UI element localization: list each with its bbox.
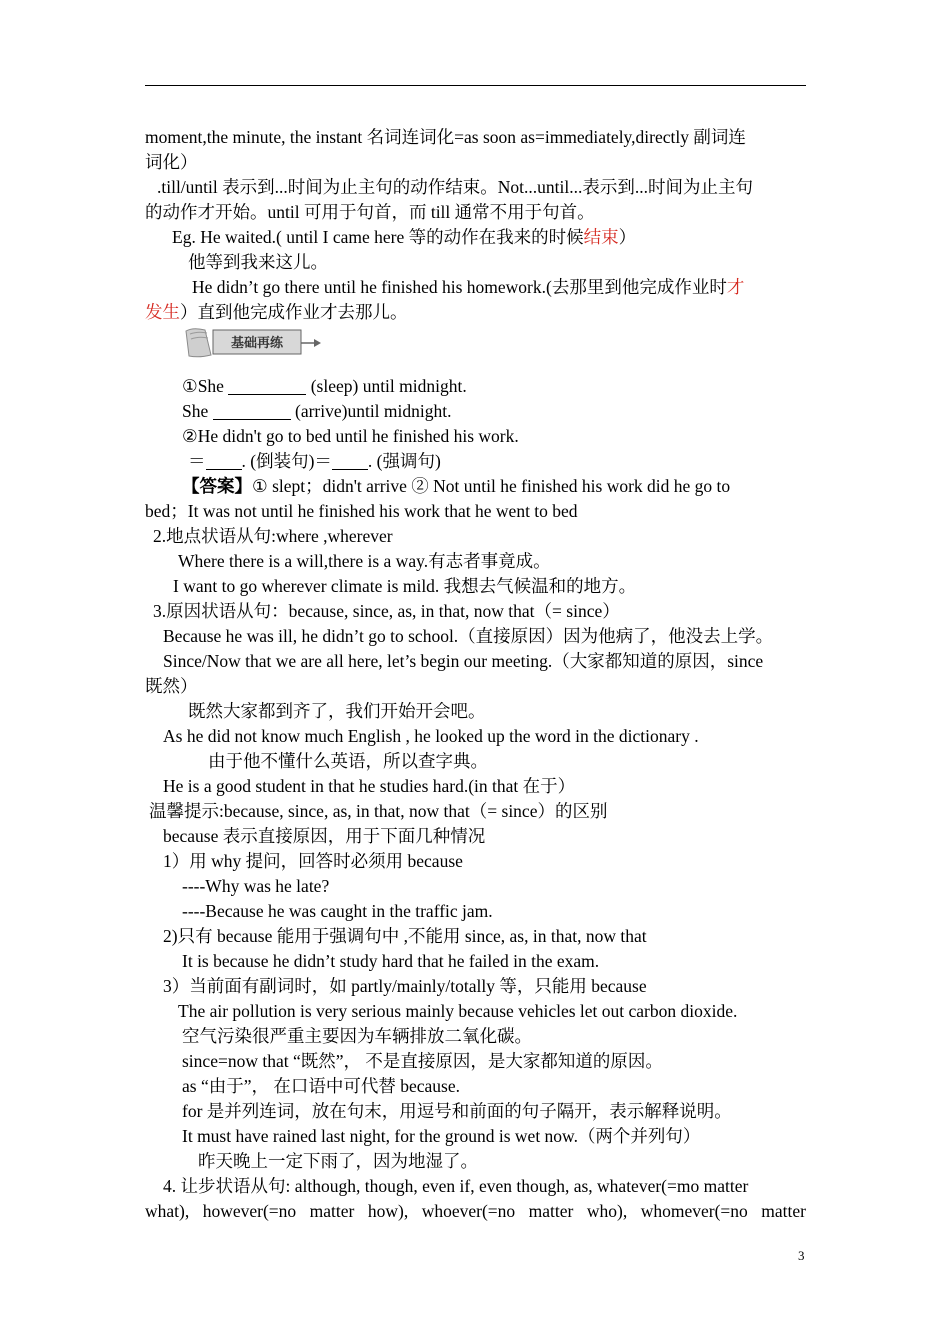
tip-heading: 温馨提示:because, since, as, in that, now that（= since）的区别 (149, 801, 608, 821)
exercise-text: ＝ (188, 451, 206, 471)
example-text: He didn’t go there until he finished his homework.(去那里到他完成作业时 (192, 277, 727, 297)
text-line: .till/until 表示到...时间为止主句的动作结束。Not...until...表示到...时间为止主句 (157, 177, 753, 197)
text-line: as “由于”， 在口语中可代替 because. (182, 1076, 460, 1096)
exercise-q2-rewrite (188, 449, 441, 474)
text-line: 既然） (145, 676, 198, 696)
dialog-line: ----Because he was caught in the traffic jam. (182, 901, 493, 921)
practice-banner-icon (183, 325, 323, 359)
text-line: for 是并列连词，放在句末，用逗号和前面的句子隔开，表示解释说明。 (182, 1101, 732, 1121)
text-line: 3）当前面有副词时，如 partly/mainly/totally 等，只能用 because (163, 976, 647, 996)
text-line: Because he was ill, he didn’t go to school.（直接原因）因为他病了，他没去上学。 (163, 626, 774, 646)
text-line: 2)只有 because 能用于强调句中 ,不能用 since, as, in that, now that (163, 926, 647, 946)
translation-line: 空气污染很严重主要因为车辆排放二氧化碳。 (182, 1026, 532, 1046)
answer-line (182, 474, 730, 499)
answer-blank[interactable] (206, 452, 242, 471)
answer-label: 【答案】 (182, 476, 252, 496)
header-rule (145, 85, 806, 86)
section-heading: 3.原因状语从句：because, since, as, in that, now that（= since） (153, 601, 620, 621)
translation-line: 由于他不懂什么英语，所以查字典。 (208, 751, 488, 771)
translation-line: 昨天晚上一定下雨了，因为地湿了。 (198, 1151, 478, 1171)
dialog-line: ----Why was he late? (182, 876, 330, 896)
example-line (145, 300, 408, 325)
text-line: Where there is a will,there is a way.有志者事竟成。 (178, 551, 551, 571)
answer-line: bed；It was not until he finished his work that he went to bed (145, 501, 578, 521)
example-text: Eg. He waited.( until I came here 等的动作在我来的时候 (172, 227, 584, 247)
text-line: 1）用 why 提问，回答时必须用 because (163, 851, 463, 871)
section-heading: 2.地点状语从句:where ,wherever (153, 526, 393, 546)
example-text: ）直到他完成作业才去那儿。 (180, 302, 408, 322)
section-heading: 4. 让步状语从句: although, though, even if, even though, as, whatever(=mo matter (163, 1176, 749, 1196)
example-text: ） (618, 227, 637, 247)
text-line: moment,the minute, the instant 名词连词化=as soon as=immediately,directly 副词连 (145, 127, 746, 147)
text-line: As he did not know much English , he looked up the word in the dictionary . (163, 726, 699, 746)
exercise-text: (arrive)until midnight. (290, 401, 452, 421)
highlight-text: 发生 (145, 302, 180, 322)
exercise-text: (sleep) until midnight. (306, 376, 467, 396)
example-line (172, 225, 636, 250)
translation-line: 他等到我来这儿。 (188, 252, 328, 272)
text-line: 词化） (145, 152, 198, 172)
text-line: I want to go wherever climate is mild. 我想去气候温和的地方。 (173, 576, 637, 596)
exercise-q2: ②He didn't go to bed until he finished his work. (182, 426, 519, 446)
translation-line: 既然大家都到齐了，我们开始开会吧。 (188, 701, 486, 721)
exercise-text: . (倒装句)＝ (241, 451, 332, 471)
example-line (192, 275, 744, 300)
answer-blank[interactable] (228, 377, 306, 396)
text-line: Since/Now that we are all here, let’s begin our meeting.（大家都知道的原因，since (163, 651, 764, 671)
highlight-text: 才 (726, 277, 745, 297)
page-number: 3 (798, 1248, 805, 1263)
text-line: since=now that “既然”， 不是直接原因，是大家都知道的原因。 (182, 1051, 663, 1071)
text-line: what), however(=no matter how), whoever(=no matter who), whomever(=no matter (145, 1201, 806, 1221)
exercise-text: . (强调句) (367, 451, 441, 471)
answer-blank[interactable] (213, 402, 291, 421)
text-line: The air pollution is very serious mainly because vehicles let out carbon dioxide. (178, 1001, 738, 1021)
answer-blank[interactable] (332, 452, 368, 471)
exercise-q1b (182, 399, 452, 424)
text-line: because 表示直接原因，用于下面几种情况 (163, 826, 486, 846)
text-line: He is a good student in that he studies hard.(in that 在于） (163, 776, 576, 796)
answer-text: ① slept；didn't arrive ② Not until he finished his work did he go to (252, 476, 731, 496)
text-line: It is because he didn’t study hard that he failed in the exam. (182, 951, 600, 971)
exercise-q1a (182, 374, 467, 399)
text-line: It must have rained last night, for the ground is wet now.（两个并列句） (182, 1126, 701, 1146)
highlight-text: 结束 (583, 227, 619, 247)
banner-label: 基础再练 (230, 336, 284, 351)
exercise-text: ①She (182, 376, 229, 396)
text-line: 的动作才开始。until 可用于句首，而 till 通常不用于句首。 (145, 202, 595, 222)
exercise-text: She (182, 401, 213, 421)
